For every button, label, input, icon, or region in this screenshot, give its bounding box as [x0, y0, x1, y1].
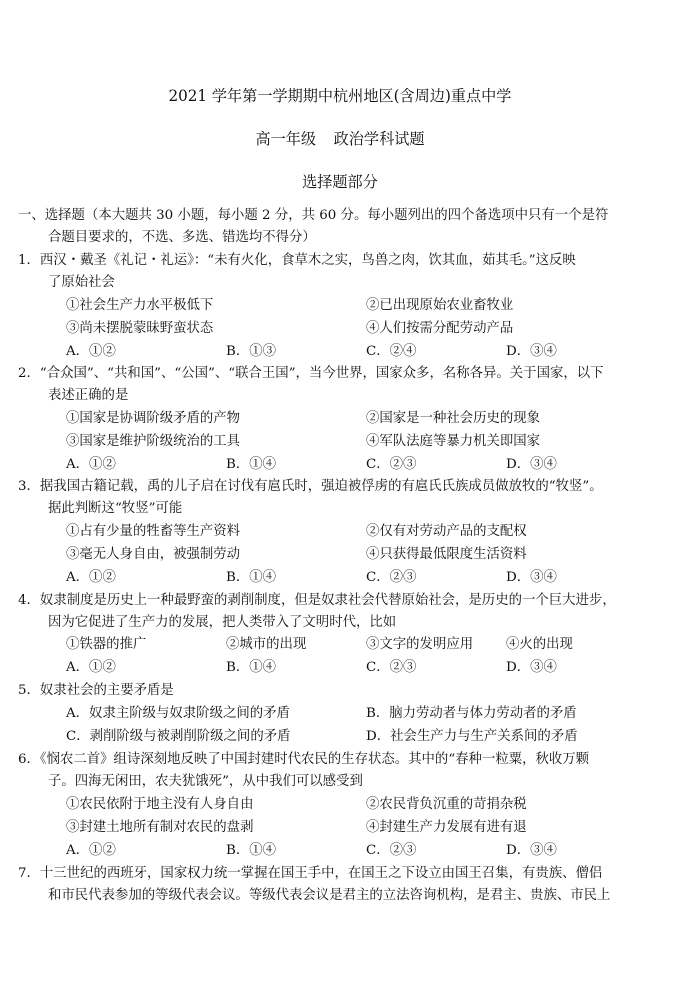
q3-stem-line-2: 据此判断这“牧竖”可能 [48, 501, 183, 516]
q3-option-a[interactable]: A．①② [66, 570, 116, 585]
q4-option-c[interactable]: C．②③ [366, 660, 417, 675]
q5-stem-line-1: 5．奴隶社会的主要矛盾是 [18, 683, 174, 698]
q1-statement-4: ④人们按需分配劳动产品 [366, 321, 514, 336]
q6-option-a[interactable]: A．①② [66, 843, 116, 858]
instructions-line-2: 合题目要求的，不选、多选、错选均不得分） [48, 230, 316, 245]
q2-stem-line-1: 2．“合众国”、“共和国”、“公国”、“联合王国”，当今世界，国家众多，名称各异。关于国家，以下 [18, 366, 604, 381]
q2-stem-line-2: 表述正确的是 [48, 388, 129, 403]
q5-option-a[interactable]: A．奴隶主阶级与奴隶阶级之间的矛盾 [66, 706, 290, 721]
q2-option-b[interactable]: B．①④ [226, 457, 277, 472]
grade-label: 高一年级 [255, 130, 317, 148]
q2-statement-4: ④军队法庭等暴力机关即国家 [366, 434, 541, 449]
q1-statement-3: ③尚未摆脱蒙昧野蛮状态 [66, 321, 214, 336]
q6-statement-1: ①农民依附于地主没有人身自由 [66, 797, 254, 812]
q4-statement-3: ③文字的发明应用 [366, 637, 474, 652]
q1-option-c[interactable]: C．②④ [366, 344, 417, 359]
q1-option-b[interactable]: B．①③ [226, 344, 277, 359]
q4-option-b[interactable]: B．①④ [226, 660, 277, 675]
q6-option-d[interactable]: D．③④ [506, 843, 557, 858]
q3-statement-4: ④只获得最低限度生活资料 [366, 547, 527, 562]
q4-answer-row [66, 658, 666, 678]
q4-stem-line-1: 4．奴隶制度是历史上一种最野蛮的剥削制度，但是奴隶社会代替原始社会，是历史的一个巨大进步， [18, 593, 616, 608]
q4-statement-row [66, 635, 666, 655]
q3-answer-row [66, 568, 666, 588]
section-title: 选择题部分 [302, 173, 378, 191]
q6-statement-4: ④封建生产力发展有进有退 [366, 820, 527, 835]
q3-statement-2: ②仅有对劳动产品的支配权 [366, 524, 527, 539]
q4-option-a[interactable]: A．①② [66, 660, 116, 675]
q4-option-d[interactable]: D．③④ [506, 660, 557, 675]
exam-title: 2021 学年第一学期期中杭州地区(含周边)重点中学 [168, 87, 512, 105]
q6-option-b[interactable]: B．①④ [226, 843, 277, 858]
q3-option-d[interactable]: D．③④ [506, 570, 557, 585]
q7-stem-line-1: 7．十三世纪的西班牙，国家权力统一掌握在国王手中，在国王之下设立由国王召集，有贵族、僧侣 [18, 866, 603, 881]
q7-stem-line-2: 和市民代表参加的等级代表会议。等级代表会议是君主的立法咨询机构，是君主、贵族、市民上 [48, 888, 611, 903]
q6-statement-2: ②农民背负沉重的苛捐杂税 [366, 797, 527, 812]
q2-statement-3: ③国家是维护阶级统治的工具 [66, 434, 241, 449]
q3-statement-3: ③毫无人身自由，被强制劳动 [66, 547, 241, 562]
q2-option-c[interactable]: C．②③ [366, 457, 417, 472]
subject-label: 政治学科试题 [333, 130, 425, 148]
q5-option-c[interactable]: C．剥削阶级与被剥削阶级之间的矛盾 [66, 729, 291, 744]
q3-stem-line-1: 3．据我国古籍记载，禹的儿子启在讨伐有扈氏时，强迫被俘虏的有扈氏氏族成员做放牧的“牧竖”。 [18, 479, 603, 494]
q1-statement-1: ①社会生产力水平极低下 [66, 298, 214, 313]
q2-answer-row [66, 455, 666, 475]
q1-stem-line-1: 1．西汉・戴圣《礼记・礼运》：“未有火化，食草木之实，鸟兽之肉，饮其血，茹其毛。”这反映 [18, 253, 576, 268]
q1-answer-row [66, 342, 666, 362]
q6-stem-line-2: 子。四海无闲田，农夫犹饿死”，从中我们可以感受到 [48, 774, 363, 789]
q1-statement-2: ②已出现原始农业畜牧业 [366, 298, 514, 313]
q6-stem-line-1: 6．《悯农二首》组诗深刻地反映了中国封建时代农民的生存状态。其中的“春种一粒粟，秋收万颗 [18, 752, 590, 767]
q6-answer-row [66, 841, 666, 861]
exam-subtitle [0, 127, 680, 149]
q5-option-d[interactable]: D．社会生产力与生产关系间的矛盾 [366, 729, 578, 744]
q3-statement-1: ①占有少量的牲畜等生产资料 [66, 524, 241, 539]
q6-option-c[interactable]: C．②③ [366, 843, 417, 858]
q4-statement-2: ②城市的出现 [226, 637, 307, 652]
q4-stem-line-2: 因为它促进了生产力的发展，把人类带入了文明时代，比如 [48, 615, 397, 630]
q2-option-d[interactable]: D．③④ [506, 457, 557, 472]
q1-option-d[interactable]: D．③④ [506, 344, 557, 359]
q2-statement-1: ①国家是协调阶级矛盾的产物 [66, 411, 241, 426]
instructions-line-1: 一、选择题（本大题共 30 小题，每小题 2 分，共 60 分。每小题列出的四个备选项中只有一个是符 [18, 208, 609, 223]
q5-option-b[interactable]: B．脑力劳动者与体力劳动者的矛盾 [366, 706, 577, 721]
q3-option-c[interactable]: C．②③ [366, 570, 417, 585]
q3-option-b[interactable]: B．①④ [226, 570, 277, 585]
q6-statement-3: ③封建土地所有制对农民的盘剥 [66, 820, 254, 835]
q4-statement-1: ①铁器的推广 [66, 637, 147, 652]
q1-stem-line-2: 了原始社会 [48, 275, 115, 290]
q2-option-a[interactable]: A．①② [66, 457, 116, 472]
q1-option-a[interactable]: A．①② [66, 344, 116, 359]
q2-statement-2: ②国家是一种社会历史的现象 [366, 411, 541, 426]
q4-statement-4: ④火的出现 [506, 637, 573, 652]
